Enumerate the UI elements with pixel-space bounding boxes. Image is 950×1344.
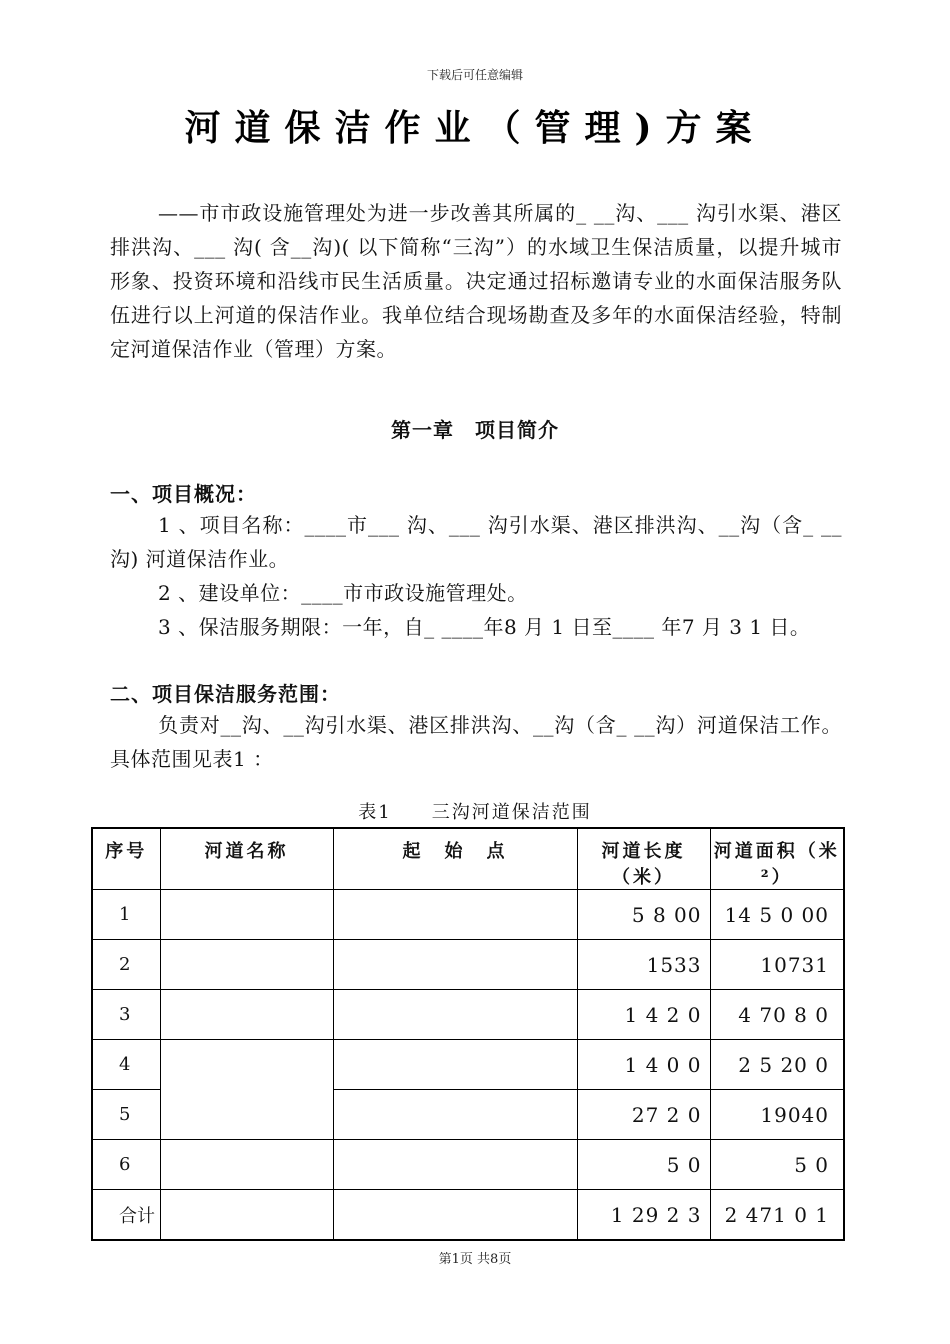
overview-item-2: [110, 576, 842, 610]
header-area: 河道面积（米²）: [710, 828, 844, 890]
table-row: [92, 990, 844, 1040]
chapter-title: 第一章 项目简介: [391, 418, 559, 442]
header-note: 下载后可任意编辑: [426, 68, 523, 82]
document-title: 河道保洁作业（管理)方案: [184, 107, 766, 149]
cell-start: [333, 1040, 577, 1090]
cell-area: 19040: [710, 1090, 844, 1140]
section-heading-overview: 一、项目概况：: [110, 482, 257, 506]
overview-item-3-text: 3 、保洁服务期限：一年，自_ ____年8 月 1 日至____ 年7 月 3 1 日。: [158, 615, 811, 639]
cell-name: [160, 1190, 333, 1241]
cell-seq: 4: [92, 1040, 160, 1090]
cell-area: 2 5 20 0: [710, 1040, 844, 1090]
cell-name: [160, 890, 333, 940]
cell-start: [333, 1190, 577, 1241]
overview-item-1-text: 1 、项目名称：____市___ 沟、___ 沟引水渠、港区排洪沟、__沟（含_ __沟) 河道保洁作业。: [110, 513, 842, 571]
header-name: 河道名称: [160, 828, 333, 890]
page-footer: 第1页 共8页: [438, 1252, 512, 1267]
cell-start: [333, 1090, 577, 1140]
scope-paragraph: [110, 708, 842, 776]
cell-seq: 5: [92, 1090, 160, 1140]
cell-length: 1 4 0 0: [577, 1040, 710, 1090]
cell-name-merged: [160, 1040, 333, 1140]
cell-area: 4 70 8 0: [710, 990, 844, 1040]
header-start: 起 始 点: [333, 828, 577, 890]
cell-length: 1533: [577, 940, 710, 990]
overview-item-3: [110, 610, 842, 644]
table-header-row: [92, 828, 844, 890]
table-caption-label: 表1: [358, 802, 392, 823]
cell-seq: 2: [92, 940, 160, 990]
cell-area: 14 5 0 00: [710, 890, 844, 940]
cell-area: 5 0: [710, 1140, 844, 1190]
overview-item-1: [110, 508, 842, 576]
table-total-row: [92, 1190, 844, 1241]
table-row: [92, 1140, 844, 1190]
cell-start: [333, 890, 577, 940]
intro-text: ——市市政设施管理处为进一步改善其所属的_ __沟、___ 沟引水渠、港区排洪沟、___ 沟( 含__沟)( 以下简称“三沟”）的水域卫生保洁质量，以提升城市形象、投资环境和沿线市民生活质量。决定通过招标邀请专业的水面保洁服务队伍进行以上河道的保洁作业。我单位结合现场勘查及多年的水面保洁经验，特制定河道保洁作业（管理）方案。: [110, 201, 842, 361]
river-scope-table: [91, 827, 845, 1241]
cell-name: [160, 990, 333, 1040]
scope-text: 负责对__沟、__沟引水渠、港区排洪沟、__沟（含_ __沟）河道保洁工作。具体范围见表1 ：: [110, 713, 842, 771]
cell-start: [333, 940, 577, 990]
cell-seq: 6: [92, 1140, 160, 1190]
table-caption-text: 三沟河道保洁范围: [431, 802, 592, 823]
cell-start: [333, 990, 577, 1040]
header-length: 河道长度（米）: [577, 828, 710, 890]
cell-seq: 合计: [92, 1190, 160, 1241]
section-heading-scope: 二、项目保洁服务范围：: [110, 682, 341, 706]
table-row: [92, 1040, 844, 1090]
cell-seq: 3: [92, 990, 160, 1040]
cell-length: 1 29 2 3: [577, 1190, 710, 1241]
cell-start: [333, 1140, 577, 1190]
cell-length: 5 0: [577, 1140, 710, 1190]
cell-length: 27 2 0: [577, 1090, 710, 1140]
table-row: [92, 890, 844, 940]
cell-area: 10731: [710, 940, 844, 990]
cell-name: [160, 1140, 333, 1190]
table-row: [92, 940, 844, 990]
header-seq: 序号: [92, 828, 160, 890]
cell-seq: 1: [92, 890, 160, 940]
cell-length: 5 8 00: [577, 890, 710, 940]
cell-length: 1 4 2 0: [577, 990, 710, 1040]
intro-paragraph: [110, 196, 842, 366]
cell-area: 2 471 0 1: [710, 1190, 844, 1241]
table-caption: [0, 798, 950, 824]
overview-item-2-text: 2 、建设单位：____市市政设施管理处。: [158, 581, 528, 605]
cell-name: [160, 940, 333, 990]
